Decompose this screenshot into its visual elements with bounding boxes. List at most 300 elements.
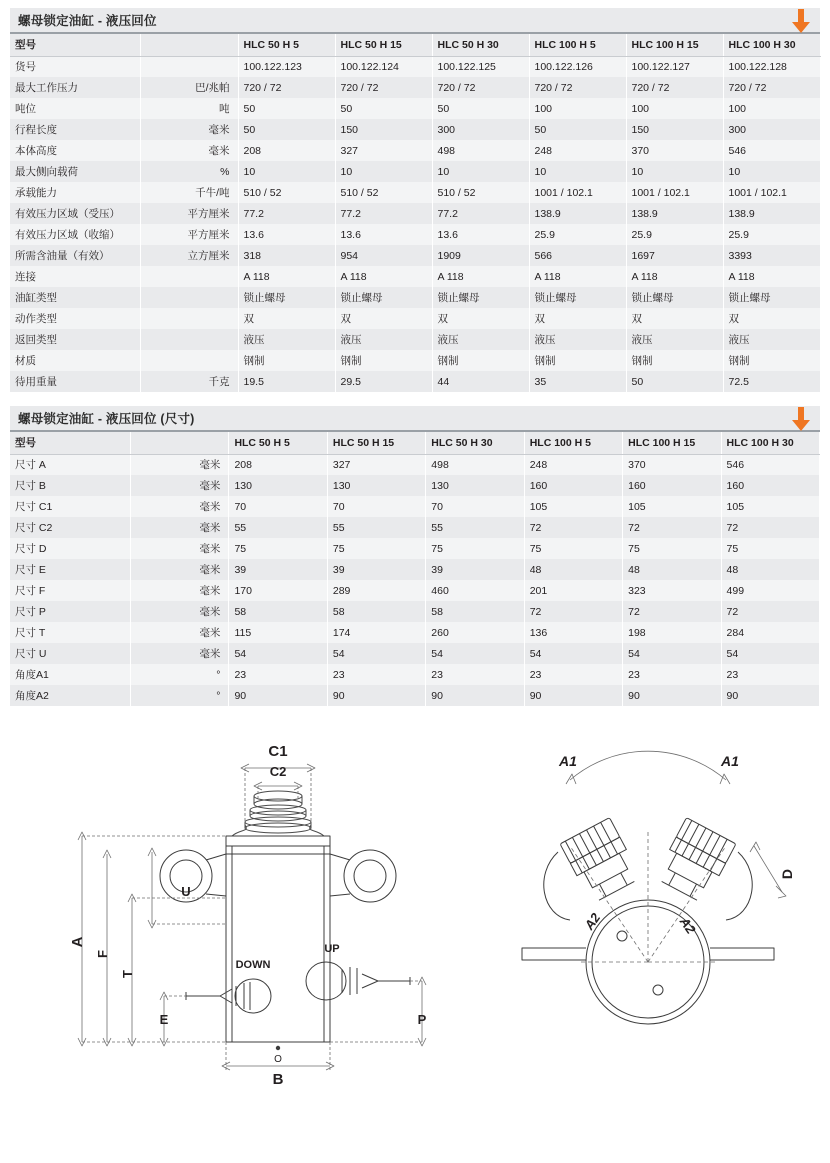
row-value: 钢制 <box>335 350 432 371</box>
technical-drawing <box>10 724 820 1094</box>
dim-table-block <box>10 406 820 706</box>
row-value: 546 <box>721 454 819 475</box>
dim-table <box>10 432 820 706</box>
row-value: 1001 / 102.1 <box>723 182 820 203</box>
row-label: 尺寸 D <box>10 538 131 559</box>
row-unit: 毫米 <box>131 496 229 517</box>
row-value: 201 <box>524 580 622 601</box>
row-value: 90 <box>426 685 524 706</box>
row-value: 77.2 <box>432 203 529 224</box>
row-value: 液压 <box>529 329 626 350</box>
row-value: 1697 <box>626 245 723 266</box>
column-header-model: 型号 <box>10 34 140 56</box>
row-value: 498 <box>432 140 529 161</box>
row-value: 100.122.127 <box>626 56 723 77</box>
row-value: 48 <box>623 559 721 580</box>
row-value: 72 <box>623 601 721 622</box>
row-value: 90 <box>524 685 622 706</box>
row-value: 327 <box>335 140 432 161</box>
row-value: 1909 <box>432 245 529 266</box>
row-value: 54 <box>327 643 425 664</box>
row-value: A 118 <box>626 266 723 287</box>
down-port <box>186 979 271 1013</box>
row-value: 720 / 72 <box>432 77 529 98</box>
row-value: 100.122.123 <box>238 56 335 77</box>
row-value: 23 <box>327 664 425 685</box>
row-value: 55 <box>426 517 524 538</box>
row-value: 77.2 <box>238 203 335 224</box>
row-value: 72 <box>721 517 819 538</box>
row-unit <box>140 329 238 350</box>
table-row <box>10 245 820 266</box>
row-label: 本体高度 <box>10 140 140 161</box>
row-unit: ° <box>131 664 229 685</box>
row-value: 58 <box>327 601 425 622</box>
row-value: 260 <box>426 622 524 643</box>
row-value: 100.122.124 <box>335 56 432 77</box>
table-row <box>10 559 820 580</box>
row-label: 尺寸 P <box>10 601 131 622</box>
row-unit: 毫米 <box>131 475 229 496</box>
row-value: 锁止螺母 <box>529 287 626 308</box>
row-unit: 毫米 <box>140 140 238 161</box>
column-header: HLC 50 H 15 <box>327 432 425 454</box>
table-row <box>10 664 820 685</box>
row-value: 54 <box>721 643 819 664</box>
row-value: 300 <box>723 119 820 140</box>
column-header: HLC 100 H 15 <box>626 34 723 56</box>
row-value: 25.9 <box>626 224 723 245</box>
row-value: 720 / 72 <box>335 77 432 98</box>
row-value: 370 <box>626 140 723 161</box>
row-value: A 118 <box>529 266 626 287</box>
arrow-down-icon <box>792 9 810 33</box>
row-value: 136 <box>524 622 622 643</box>
row-label: 动作类型 <box>10 308 140 329</box>
row-value: 58 <box>229 601 327 622</box>
row-value: 54 <box>229 643 327 664</box>
row-label: 尺寸 F <box>10 580 131 601</box>
label-a: A <box>69 936 86 948</box>
row-unit <box>140 287 238 308</box>
row-value: 23 <box>524 664 622 685</box>
table-row <box>10 119 820 140</box>
row-value: 954 <box>335 245 432 266</box>
row-value: 双 <box>432 308 529 329</box>
row-value: 160 <box>721 475 819 496</box>
row-value: 锁止螺母 <box>626 287 723 308</box>
row-value: 100 <box>529 98 626 119</box>
body-main <box>226 846 330 1042</box>
row-value: 75 <box>623 538 721 559</box>
row-value: 双 <box>529 308 626 329</box>
lifting-eye-left <box>160 850 226 902</box>
up-port <box>306 962 410 1000</box>
row-value: 115 <box>229 622 327 643</box>
row-label: 所需含油量（有效） <box>10 245 140 266</box>
row-value: 3393 <box>723 245 820 266</box>
row-label: 返回类型 <box>10 329 140 350</box>
row-value: 29.5 <box>335 371 432 392</box>
row-unit: 平方厘米 <box>140 224 238 245</box>
table-row <box>10 224 820 245</box>
table-header-row <box>10 432 820 454</box>
table-row <box>10 622 820 643</box>
row-value: 72 <box>524 517 622 538</box>
row-value: 498 <box>426 454 524 475</box>
row-value: 300 <box>432 119 529 140</box>
row-value: 90 <box>721 685 819 706</box>
row-value: 323 <box>623 580 721 601</box>
label-b: B <box>272 1071 284 1088</box>
row-label: 尺寸 E <box>10 559 131 580</box>
row-unit: 千克 <box>140 371 238 392</box>
row-value: 160 <box>623 475 721 496</box>
row-value: 13.6 <box>238 224 335 245</box>
row-unit: 毫米 <box>140 119 238 140</box>
row-value: 10 <box>626 161 723 182</box>
column-header: HLC 100 H 30 <box>721 432 819 454</box>
row-value: 720 / 72 <box>238 77 335 98</box>
row-unit <box>140 56 238 77</box>
row-value: 13.6 <box>432 224 529 245</box>
label-t: T <box>120 970 135 978</box>
row-value: 钢制 <box>723 350 820 371</box>
row-value: 174 <box>327 622 425 643</box>
row-unit <box>140 266 238 287</box>
row-label: 尺寸 A <box>10 454 131 475</box>
row-label: 材质 <box>10 350 140 371</box>
table-row <box>10 580 820 601</box>
label-down: DOWN <box>235 959 271 971</box>
dim-table-header <box>10 406 820 432</box>
row-label: 连接 <box>10 266 140 287</box>
row-label: 货号 <box>10 56 140 77</box>
row-value: 54 <box>524 643 622 664</box>
row-value: 钢制 <box>238 350 335 371</box>
row-value: 液压 <box>626 329 723 350</box>
row-unit <box>140 308 238 329</box>
piston-stack <box>232 791 324 836</box>
row-value: 75 <box>426 538 524 559</box>
arrow-down-icon <box>792 407 810 431</box>
row-label: 行程长度 <box>10 119 140 140</box>
table-row <box>10 454 820 475</box>
table-row <box>10 203 820 224</box>
row-label: 尺寸 C1 <box>10 496 131 517</box>
row-value: 160 <box>524 475 622 496</box>
row-value: 318 <box>238 245 335 266</box>
row-label: 有效压力区域（受压） <box>10 203 140 224</box>
column-header: HLC 100 H 15 <box>623 432 721 454</box>
row-value: 55 <box>229 517 327 538</box>
row-unit: 毫米 <box>131 643 229 664</box>
label-e: E <box>159 1012 169 1027</box>
row-unit: ° <box>131 685 229 706</box>
table-row <box>10 182 820 203</box>
row-value: 25.9 <box>723 224 820 245</box>
row-value: 双 <box>335 308 432 329</box>
row-value: 138.9 <box>529 203 626 224</box>
row-value: 10 <box>335 161 432 182</box>
row-value: 100 <box>626 98 723 119</box>
label-u: U <box>181 884 191 899</box>
table-header-row <box>10 34 820 56</box>
row-label: 有效压力区域（收缩） <box>10 224 140 245</box>
row-value: 54 <box>623 643 721 664</box>
table-row <box>10 329 820 350</box>
row-value: 546 <box>723 140 820 161</box>
label-c2: C2 <box>269 764 287 779</box>
row-value: 23 <box>229 664 327 685</box>
row-label: 尺寸 C2 <box>10 517 131 538</box>
column-header: HLC 50 H 15 <box>335 34 432 56</box>
row-value: 72.5 <box>723 371 820 392</box>
row-value: A 118 <box>432 266 529 287</box>
label-o: O <box>274 1054 282 1065</box>
row-value: 90 <box>623 685 721 706</box>
table-row <box>10 475 820 496</box>
row-unit: 平方厘米 <box>140 203 238 224</box>
row-label: 角度A2 <box>10 685 131 706</box>
dim-table-title: 螺母锁定油缸 - 液压回位 (尺寸) <box>18 412 195 426</box>
row-value: 54 <box>426 643 524 664</box>
row-value: 1001 / 102.1 <box>529 182 626 203</box>
label-a2-left: A2 <box>581 910 604 933</box>
column-header: HLC 100 H 5 <box>524 432 622 454</box>
row-value: 720 / 72 <box>626 77 723 98</box>
row-value: 70 <box>426 496 524 517</box>
row-value: 72 <box>721 601 819 622</box>
label-a2-right: A2 <box>676 914 699 937</box>
row-value: 510 / 52 <box>238 182 335 203</box>
column-header: HLC 50 H 5 <box>238 34 335 56</box>
row-value: 58 <box>426 601 524 622</box>
table-row <box>10 538 820 559</box>
spec-table-header <box>10 8 820 34</box>
label-c1: C1 <box>268 743 288 760</box>
row-value: 75 <box>721 538 819 559</box>
table-row <box>10 496 820 517</box>
row-label: 待用重量 <box>10 371 140 392</box>
row-value: 510 / 52 <box>335 182 432 203</box>
row-value: 100.122.126 <box>529 56 626 77</box>
row-value: 50 <box>238 98 335 119</box>
row-value: 44 <box>432 371 529 392</box>
table-row <box>10 517 820 538</box>
row-unit: 立方厘米 <box>140 245 238 266</box>
row-unit: 吨 <box>140 98 238 119</box>
row-value: 284 <box>721 622 819 643</box>
row-value: 248 <box>529 140 626 161</box>
row-value: A 118 <box>335 266 432 287</box>
row-value: 100 <box>723 98 820 119</box>
row-value: 138.9 <box>723 203 820 224</box>
row-value: 50 <box>238 119 335 140</box>
row-value: 566 <box>529 245 626 266</box>
row-value: 90 <box>229 685 327 706</box>
column-header: HLC 100 H 30 <box>723 34 820 56</box>
row-value: 72 <box>623 517 721 538</box>
row-value: 70 <box>229 496 327 517</box>
row-value: 72 <box>524 601 622 622</box>
row-value: 150 <box>335 119 432 140</box>
row-value: 锁止螺母 <box>335 287 432 308</box>
table-row <box>10 56 820 77</box>
row-label: 尺寸 B <box>10 475 131 496</box>
column-header <box>131 432 229 454</box>
row-value: 75 <box>524 538 622 559</box>
row-unit: 毫米 <box>131 538 229 559</box>
column-header <box>140 34 238 56</box>
row-value: 75 <box>229 538 327 559</box>
column-header: HLC 50 H 5 <box>229 432 327 454</box>
row-value: 70 <box>327 496 425 517</box>
row-value: 150 <box>626 119 723 140</box>
column-header: HLC 100 H 5 <box>529 34 626 56</box>
label-a1-right: A1 <box>721 753 739 769</box>
row-unit: 毫米 <box>131 454 229 475</box>
label-d: D <box>779 868 795 880</box>
row-value: 130 <box>327 475 425 496</box>
row-value: 10 <box>723 161 820 182</box>
row-value: 23 <box>426 664 524 685</box>
spec-table-block <box>10 8 820 392</box>
row-value: 1001 / 102.1 <box>626 182 723 203</box>
lifting-eye-right <box>330 850 396 902</box>
row-value: 双 <box>626 308 723 329</box>
row-value: 100.122.128 <box>723 56 820 77</box>
row-value: 198 <box>623 622 721 643</box>
row-value: 25.9 <box>529 224 626 245</box>
row-value: 液压 <box>432 329 529 350</box>
spec-table <box>10 34 821 392</box>
table-row <box>10 350 820 371</box>
row-value: 50 <box>626 371 723 392</box>
row-value: 75 <box>327 538 425 559</box>
row-value: 48 <box>524 559 622 580</box>
row-unit <box>140 350 238 371</box>
column-header: HLC 50 H 30 <box>432 34 529 56</box>
row-value: 138.9 <box>626 203 723 224</box>
row-unit: 毫米 <box>131 622 229 643</box>
row-value: 50 <box>529 119 626 140</box>
row-value: 锁止螺母 <box>432 287 529 308</box>
row-value: 10 <box>529 161 626 182</box>
row-value: 370 <box>623 454 721 475</box>
row-value: 钢制 <box>432 350 529 371</box>
row-value: 23 <box>623 664 721 685</box>
row-value: 液压 <box>723 329 820 350</box>
row-value: A 118 <box>723 266 820 287</box>
row-value: 289 <box>327 580 425 601</box>
row-label: 吨位 <box>10 98 140 119</box>
table-row <box>10 161 820 182</box>
column-header: HLC 50 H 30 <box>426 432 524 454</box>
row-value: 双 <box>723 308 820 329</box>
row-value: 100.122.125 <box>432 56 529 77</box>
row-unit: 巴/兆帕 <box>140 77 238 98</box>
row-value: 39 <box>229 559 327 580</box>
drawing-svg <box>10 724 820 1094</box>
row-value: 液压 <box>335 329 432 350</box>
row-value: 208 <box>238 140 335 161</box>
row-value: 35 <box>529 371 626 392</box>
row-value: 55 <box>327 517 425 538</box>
row-value: 327 <box>327 454 425 475</box>
row-unit: 毫米 <box>131 601 229 622</box>
table-row <box>10 685 820 706</box>
row-value: 13.6 <box>335 224 432 245</box>
row-unit: 毫米 <box>131 559 229 580</box>
row-value: 248 <box>524 454 622 475</box>
row-value: 90 <box>327 685 425 706</box>
row-unit: 千牛/吨 <box>140 182 238 203</box>
table-row <box>10 308 820 329</box>
table-row <box>10 601 820 622</box>
row-value: 105 <box>623 496 721 517</box>
row-value: 720 / 72 <box>529 77 626 98</box>
row-value: 130 <box>229 475 327 496</box>
row-value: 170 <box>229 580 327 601</box>
table-row <box>10 140 820 161</box>
row-label: 角度A1 <box>10 664 131 685</box>
table-row <box>10 371 820 392</box>
column-header-model: 型号 <box>10 432 131 454</box>
row-value: 48 <box>721 559 819 580</box>
row-value: A 118 <box>238 266 335 287</box>
row-value: 锁止螺母 <box>238 287 335 308</box>
row-value: 499 <box>721 580 819 601</box>
row-value: 23 <box>721 664 819 685</box>
dimension-lines-left <box>78 764 426 1070</box>
row-value: 液压 <box>238 329 335 350</box>
table-row <box>10 643 820 664</box>
row-unit: 毫米 <box>131 517 229 538</box>
row-value: 50 <box>335 98 432 119</box>
row-value: 720 / 72 <box>723 77 820 98</box>
row-value: 105 <box>524 496 622 517</box>
row-label: 尺寸 T <box>10 622 131 643</box>
table-row <box>10 77 820 98</box>
label-p: P <box>417 1012 427 1027</box>
table-row <box>10 266 820 287</box>
row-value: 锁止螺母 <box>723 287 820 308</box>
row-value: 105 <box>721 496 819 517</box>
label-f: F <box>95 950 110 958</box>
row-value: 77.2 <box>335 203 432 224</box>
row-label: 油缸类型 <box>10 287 140 308</box>
row-value: 钢制 <box>529 350 626 371</box>
row-value: 39 <box>327 559 425 580</box>
row-value: 双 <box>238 308 335 329</box>
row-unit: % <box>140 161 238 182</box>
spec-table-title: 螺母锁定油缸 - 液压回位 <box>18 14 157 28</box>
body-flange <box>226 836 330 846</box>
row-label: 最大侧向载荷 <box>10 161 140 182</box>
label-a1-left: A1 <box>559 753 577 769</box>
row-value: 10 <box>238 161 335 182</box>
row-value: 130 <box>426 475 524 496</box>
row-value: 钢制 <box>626 350 723 371</box>
row-label: 承载能力 <box>10 182 140 203</box>
table-row <box>10 98 820 119</box>
row-label: 最大工作压力 <box>10 77 140 98</box>
row-label: 尺寸 U <box>10 643 131 664</box>
row-value: 510 / 52 <box>432 182 529 203</box>
table-row <box>10 287 820 308</box>
row-value: 39 <box>426 559 524 580</box>
